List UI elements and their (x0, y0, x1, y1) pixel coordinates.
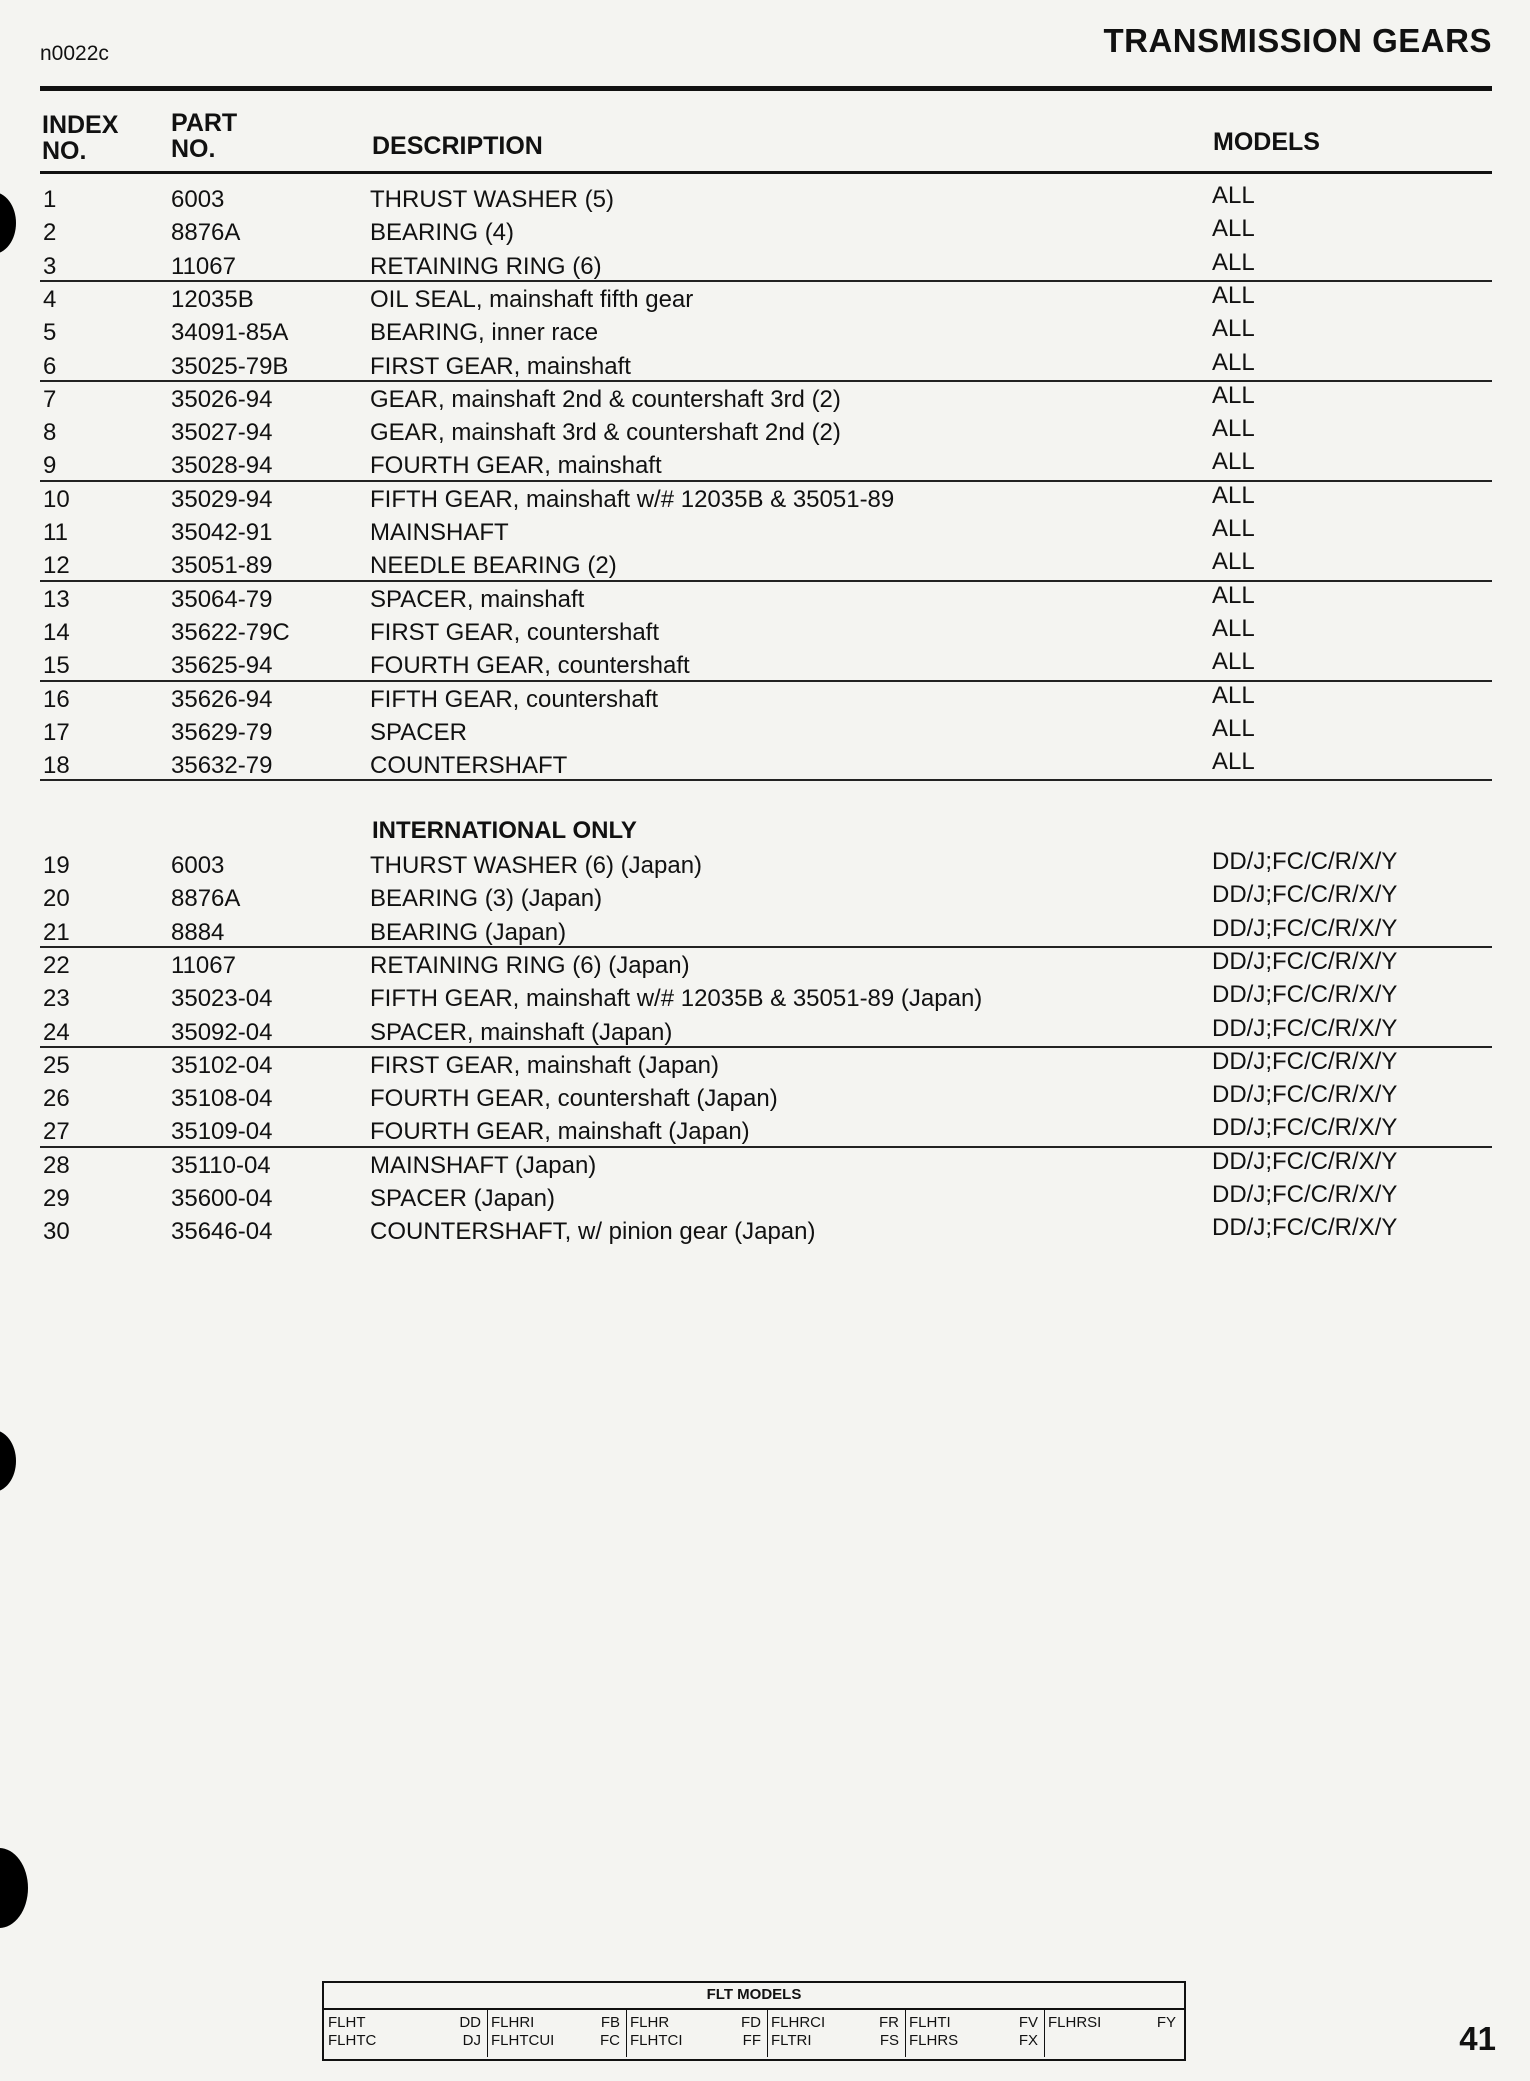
model-code: FLHTC (328, 2032, 377, 2049)
model-legend-title: FLT MODELS (706, 1986, 802, 2003)
table-row (0, 1214, 1530, 1247)
table-row (0, 382, 1530, 415)
model-code: DD (459, 2014, 481, 2031)
part-number-cell: 8884 (171, 919, 225, 946)
description-cell: OIL SEAL, mainshaft fifth gear (370, 286, 694, 313)
description-cell: SPACER, mainshaft (Japan) (370, 1019, 673, 1046)
models-cell: ALL (1212, 582, 1255, 609)
table-row (0, 848, 1530, 881)
part-number-cell: 8876A (171, 885, 241, 912)
description-cell: SPACER (370, 719, 467, 746)
part-number-cell: 35110-04 (171, 1152, 271, 1179)
model-legend-cell (487, 2010, 627, 2057)
model-code: FLHTCUI (491, 2032, 555, 2049)
document-code: n0022c (40, 42, 109, 65)
index-cell: 4 (43, 286, 57, 313)
table-row (0, 881, 1530, 914)
table-row (0, 1015, 1530, 1048)
models-cell: ALL (1212, 249, 1255, 276)
table-row (0, 715, 1530, 748)
description-cell: FOURTH GEAR, countershaft (370, 652, 690, 679)
models-cell: ALL (1212, 448, 1255, 475)
column-header-description: DESCRIPTION (372, 132, 543, 160)
models-cell: DD/J;FC/C/R/X/Y (1212, 1214, 1398, 1241)
table-row (0, 548, 1530, 581)
part-number-cell: 35064-79 (171, 586, 273, 613)
section-title-international: INTERNATIONAL ONLY (372, 817, 637, 844)
index-cell: 2 (43, 219, 57, 246)
description-cell: MAINSHAFT (370, 519, 509, 546)
part-number-cell: 34091-85A (171, 319, 289, 346)
part-number-cell: 35026-94 (171, 386, 273, 413)
part-number-cell: 8876A (171, 219, 241, 246)
binder-hole (0, 1430, 16, 1492)
models-cell: ALL (1212, 282, 1255, 309)
model-code: FLTRI (771, 2032, 812, 2049)
description-cell: THURST WASHER (6) (Japan) (370, 852, 703, 879)
models-cell: ALL (1212, 715, 1255, 742)
description-cell: THRUST WASHER (5) (370, 186, 615, 213)
table-row (0, 282, 1530, 315)
model-legend-cell (1044, 2010, 1182, 2057)
part-number-cell: 35042-91 (171, 519, 273, 546)
table-row (0, 582, 1530, 615)
description-cell: BEARING (4) (370, 219, 515, 246)
description-cell: MAINSHAFT (Japan) (370, 1152, 597, 1179)
index-cell: 14 (43, 619, 70, 646)
row-group-divider (40, 779, 1492, 781)
table-row (0, 1048, 1530, 1081)
description-cell: FIRST GEAR, mainshaft (Japan) (370, 1052, 720, 1079)
table-row (0, 1081, 1530, 1114)
table-row (0, 1148, 1530, 1181)
index-cell: 1 (43, 186, 57, 213)
models-cell: DD/J;FC/C/R/X/Y (1212, 1181, 1398, 1208)
description-cell: SPACER (Japan) (370, 1185, 555, 1212)
models-cell: ALL (1212, 482, 1255, 509)
column-header-index-line2: NO. (42, 137, 87, 165)
part-number-cell: 35622-79C (171, 619, 290, 646)
page-number: 41 (1459, 2020, 1496, 2057)
table-row (0, 948, 1530, 981)
model-code: FLHT (328, 2014, 366, 2031)
description-cell: FIRST GEAR, countershaft (370, 619, 659, 646)
part-number-cell: 35092-04 (171, 1019, 273, 1046)
part-number-cell: 6003 (171, 186, 225, 213)
index-cell: 9 (43, 452, 57, 479)
part-number-cell: 35109-04 (171, 1118, 273, 1145)
model-code: FLHR (630, 2014, 670, 2031)
description-cell: FOURTH GEAR, mainshaft (Japan) (370, 1118, 750, 1145)
models-cell: DD/J;FC/C/R/X/Y (1212, 1114, 1398, 1141)
part-number-cell: 35027-94 (171, 419, 273, 446)
table-row (0, 315, 1530, 348)
models-cell: DD/J;FC/C/R/X/Y (1212, 1015, 1398, 1042)
model-code: FLHRI (491, 2014, 535, 2031)
table-row (0, 981, 1530, 1014)
part-number-cell: 35646-04 (171, 1218, 273, 1245)
model-code: FD (741, 2014, 761, 2031)
index-cell: 11 (43, 519, 68, 546)
table-row (0, 915, 1530, 948)
column-header-models: MODELS (1213, 128, 1320, 156)
model-code: FLHTCI (630, 2032, 683, 2049)
models-cell: ALL (1212, 415, 1255, 442)
model-code: FC (600, 2032, 620, 2049)
table-row (0, 249, 1530, 282)
table-row (0, 182, 1530, 215)
table-row (0, 215, 1530, 248)
models-cell: ALL (1212, 548, 1255, 575)
description-cell: FIFTH GEAR, countershaft (370, 686, 659, 713)
models-cell: ALL (1212, 748, 1255, 775)
index-cell: 16 (43, 686, 70, 713)
index-cell: 25 (43, 1052, 70, 1079)
model-code: DJ (462, 2032, 481, 2049)
description-cell: BEARING (Japan) (370, 919, 567, 946)
index-cell: 28 (43, 1152, 70, 1179)
models-cell: DD/J;FC/C/R/X/Y (1212, 981, 1398, 1008)
model-legend-box (322, 1981, 1186, 2061)
models-cell: DD/J;FC/C/R/X/Y (1212, 948, 1398, 975)
model-legend-cell (626, 2010, 768, 2057)
index-cell: 22 (43, 952, 70, 979)
index-cell: 17 (43, 719, 70, 746)
part-number-cell: 35028-94 (171, 452, 273, 479)
models-cell: ALL (1212, 515, 1255, 542)
model-code: FX (1018, 2032, 1038, 2049)
description-cell: BEARING (3) (Japan) (370, 885, 603, 912)
table-row (0, 1114, 1530, 1147)
table-row (0, 415, 1530, 448)
models-cell: DD/J;FC/C/R/X/Y (1212, 881, 1398, 908)
model-legend-cell (767, 2010, 906, 2057)
table-row (0, 482, 1530, 515)
models-cell: DD/J;FC/C/R/X/Y (1212, 1048, 1398, 1075)
table-row (0, 1181, 1530, 1214)
part-number-cell: 35108-04 (171, 1085, 273, 1112)
description-cell: RETAINING RING (6) (Japan) (370, 952, 690, 979)
table-row (0, 349, 1530, 382)
model-code: FR (879, 2014, 899, 2031)
page-title: TRANSMISSION GEARS (1103, 22, 1492, 59)
models-cell: DD/J;FC/C/R/X/Y (1212, 1081, 1398, 1108)
index-cell: 10 (43, 486, 70, 513)
index-cell: 30 (43, 1218, 70, 1245)
part-number-cell: 35625-94 (171, 652, 273, 679)
models-cell: DD/J;FC/C/R/X/Y (1212, 1148, 1398, 1175)
table-row (0, 648, 1530, 681)
part-number-cell: 35051-89 (171, 552, 273, 579)
part-number-cell: 35102-04 (171, 1052, 273, 1079)
table-row (0, 448, 1530, 481)
model-code: FB (600, 2014, 620, 2031)
description-cell: SPACER, mainshaft (370, 586, 585, 613)
part-number-cell: 35626-94 (171, 686, 273, 713)
description-cell: COUNTERSHAFT, w/ pinion gear (Japan) (370, 1218, 816, 1245)
description-cell: FOURTH GEAR, countershaft (Japan) (370, 1085, 778, 1112)
binder-hole (0, 1848, 28, 1928)
part-number-cell: 35629-79 (171, 719, 273, 746)
description-cell: COUNTERSHAFT (370, 752, 568, 779)
part-number-cell: 35023-04 (171, 985, 273, 1012)
index-cell: 7 (43, 386, 57, 413)
column-header-part-line2: NO. (171, 135, 216, 163)
index-cell: 15 (43, 652, 70, 679)
index-cell: 12 (43, 552, 70, 579)
part-number-cell: 35632-79 (171, 752, 273, 779)
index-cell: 21 (43, 919, 70, 946)
description-cell: RETAINING RING (6) (370, 253, 602, 280)
description-cell: FIFTH GEAR, mainshaft w/# 12035B & 35051-89 (Japan) (370, 985, 983, 1012)
model-code: FLHRCI (771, 2014, 826, 2031)
index-cell: 5 (43, 319, 57, 346)
models-cell: DD/J;FC/C/R/X/Y (1212, 915, 1398, 942)
index-cell: 19 (43, 852, 70, 879)
part-number-cell: 35029-94 (171, 486, 273, 513)
models-cell: ALL (1212, 182, 1255, 209)
index-cell: 26 (43, 1085, 70, 1112)
part-number-cell: 35600-04 (171, 1185, 273, 1212)
description-cell: GEAR, mainshaft 3rd & countershaft 2nd (2) (370, 419, 841, 446)
part-number-cell: 11067 (171, 253, 236, 280)
models-cell: ALL (1212, 682, 1255, 709)
index-cell: 27 (43, 1118, 70, 1145)
table-row (0, 748, 1530, 781)
part-number-cell: 35025-79B (171, 353, 289, 380)
description-cell: FOURTH GEAR, mainshaft (370, 452, 662, 479)
index-cell: 8 (43, 419, 57, 446)
index-cell: 20 (43, 885, 70, 912)
models-cell: ALL (1212, 215, 1255, 242)
description-cell: GEAR, mainshaft 2nd & countershaft 3rd (2) (370, 386, 841, 413)
model-code: FV (1018, 2014, 1038, 2031)
models-cell: ALL (1212, 382, 1255, 409)
models-cell: DD/J;FC/C/R/X/Y (1212, 848, 1398, 875)
part-number-cell: 12035B (171, 286, 254, 313)
model-legend-cell (324, 2010, 488, 2057)
column-header-part-line1: PART (171, 109, 238, 137)
index-cell: 23 (43, 985, 70, 1012)
model-code: FLHRSI (1048, 2014, 1102, 2031)
index-cell: 6 (43, 353, 57, 380)
table-row (0, 615, 1530, 648)
model-code: FLHRS (909, 2032, 959, 2049)
description-cell: FIFTH GEAR, mainshaft w/# 12035B & 35051-89 (370, 486, 895, 513)
model-code: FS (879, 2032, 899, 2049)
models-cell: ALL (1212, 648, 1255, 675)
index-cell: 3 (43, 253, 57, 280)
description-cell: BEARING, inner race (370, 319, 599, 346)
model-code: FY (1156, 2014, 1176, 2031)
part-number-cell: 6003 (171, 852, 225, 879)
index-cell: 18 (43, 752, 70, 779)
table-row (0, 515, 1530, 548)
column-header-index-line1: INDEX (42, 111, 119, 139)
model-legend-cell (905, 2010, 1045, 2057)
part-number-cell: 11067 (171, 952, 236, 979)
models-cell: ALL (1212, 315, 1255, 342)
index-cell: 24 (43, 1019, 70, 1046)
models-cell: ALL (1212, 349, 1255, 376)
table-row (0, 682, 1530, 715)
description-cell: NEEDLE BEARING (2) (370, 552, 617, 579)
model-code: FLHTI (909, 2014, 951, 2031)
index-cell: 13 (43, 586, 70, 613)
models-cell: ALL (1212, 615, 1255, 642)
index-cell: 29 (43, 1185, 70, 1212)
model-code: FF (742, 2032, 761, 2049)
description-cell: FIRST GEAR, mainshaft (370, 353, 631, 380)
